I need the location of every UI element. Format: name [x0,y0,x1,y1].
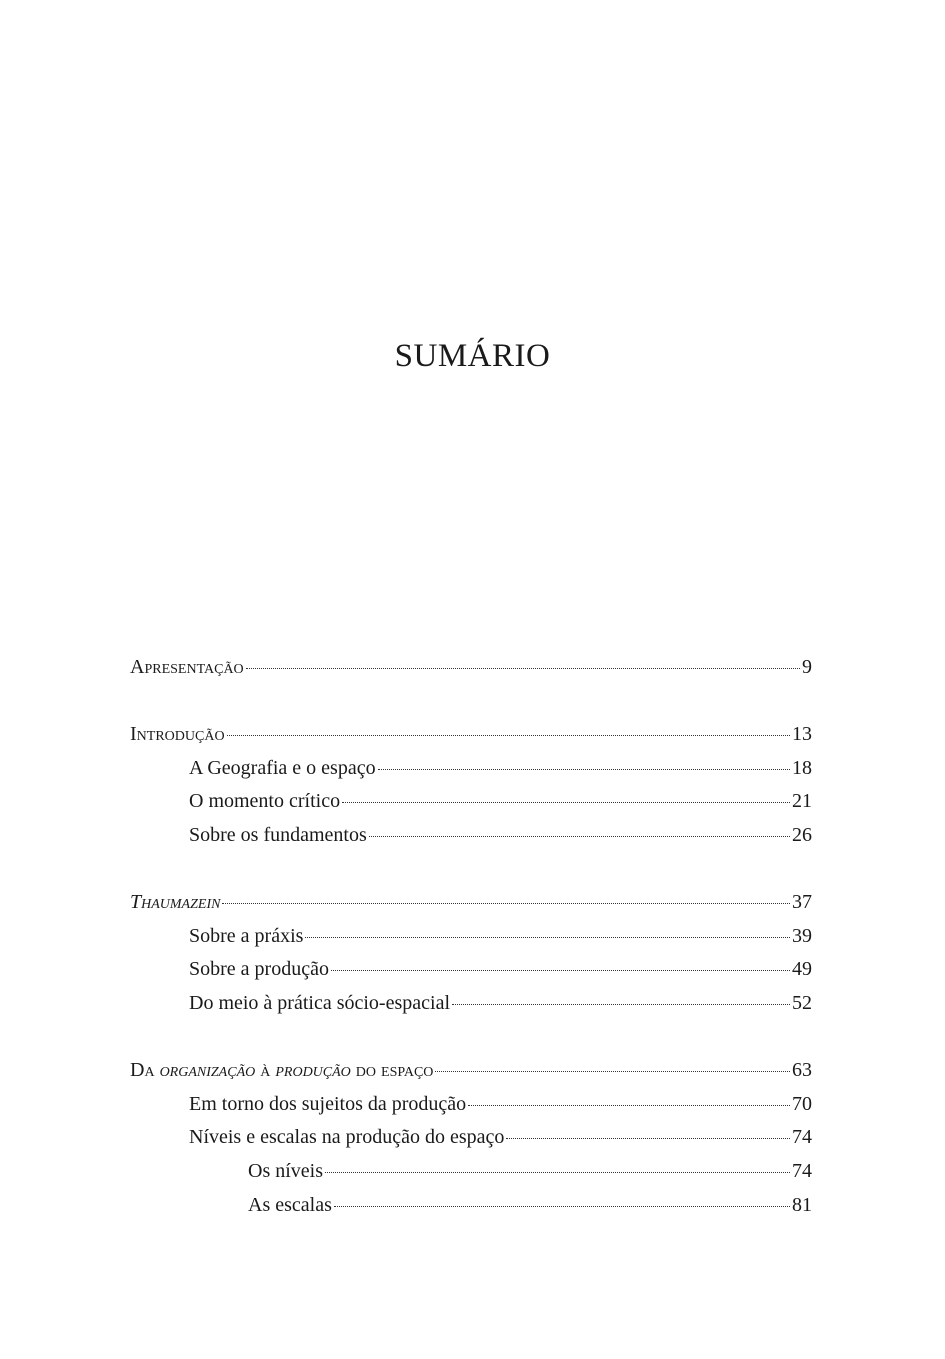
dot-leader [369,836,790,837]
toc-page-number: 37 [792,891,812,914]
toc-entry-title: Do meio à prática sócio-espacial [189,991,450,1014]
toc-entry-title: Sobre os fundamentos [189,823,367,846]
toc-entry-title: Níveis e escalas na produção do espaço [189,1126,505,1149]
dot-leader [325,1172,790,1173]
title-part-italic: produção [275,1059,351,1082]
toc-entry-thaumazein[interactable] [130,891,812,925]
toc-entry-geografia-espaco[interactable] [130,757,812,791]
toc-entry-title: Thaumazein [130,891,221,914]
dot-leader [452,1004,790,1005]
table-of-contents [130,656,812,1227]
dot-leader [334,1206,790,1207]
toc-page-number: 13 [792,723,812,746]
toc-page-number: 9 [802,656,812,678]
page-title: SUMÁRIO [394,338,551,374]
toc-entry-title: Em torno dos sujeitos da produção [189,1092,467,1115]
toc-page-number: 74 [792,1126,812,1149]
toc-page-number: 18 [792,756,812,779]
title-part-italic: organização [159,1059,256,1082]
toc-entry-os-niveis[interactable] [130,1160,812,1194]
toc-page-number: 63 [792,1059,812,1082]
toc-entry-title: As escalas [248,1193,332,1216]
toc-entry-title: Sobre a práxis [189,924,304,947]
toc-page-number: 21 [792,790,812,813]
toc-entry-title: Os níveis [248,1159,323,1182]
dot-leader [435,1071,790,1072]
toc-entry-as-escalas[interactable] [130,1194,812,1228]
toc-entry-praxis[interactable] [130,925,812,959]
toc-page-number: 26 [792,823,812,846]
toc-entry-momento-critico[interactable] [130,790,812,824]
toc-entry-organizacao-producao[interactable] [130,1059,812,1093]
dot-leader [227,735,790,736]
dot-leader [222,903,790,904]
toc-entry-apresentacao[interactable] [130,656,812,690]
dot-leader [468,1105,790,1106]
toc-entry-title: A Geografia e o espaço [189,756,376,779]
toc-entry-producao[interactable] [130,958,812,992]
dot-leader [246,668,800,669]
title-part: do espaço [350,1059,434,1082]
title-part: à [255,1059,276,1082]
toc-entry-title: Introdução [130,723,225,746]
toc-entry-title: Sobre a produção [189,958,329,981]
toc-page-number: 52 [792,991,812,1014]
toc-page-number: 81 [792,1193,812,1216]
toc-entry-title: O momento crítico [189,790,341,813]
toc-entry-title [130,1059,433,1082]
dot-leader [342,802,790,803]
title-part: Da [130,1059,160,1082]
toc-entry-fundamentos[interactable] [130,824,812,858]
toc-entry-title: Apresentação [130,656,244,678]
dot-leader [378,769,790,770]
dot-leader [506,1138,790,1139]
toc-page-number: 74 [792,1159,812,1182]
toc-entry-sujeitos-producao[interactable] [130,1093,812,1127]
toc-page-number: 39 [792,924,812,947]
dot-leader [331,970,790,971]
toc-page-number: 70 [792,1092,812,1115]
toc-entry-meio-pratica[interactable] [130,992,812,1026]
dot-leader [305,937,790,938]
toc-entry-introducao[interactable] [130,723,812,757]
toc-entry-niveis-escalas[interactable] [130,1126,812,1160]
toc-page-number: 49 [792,958,812,981]
